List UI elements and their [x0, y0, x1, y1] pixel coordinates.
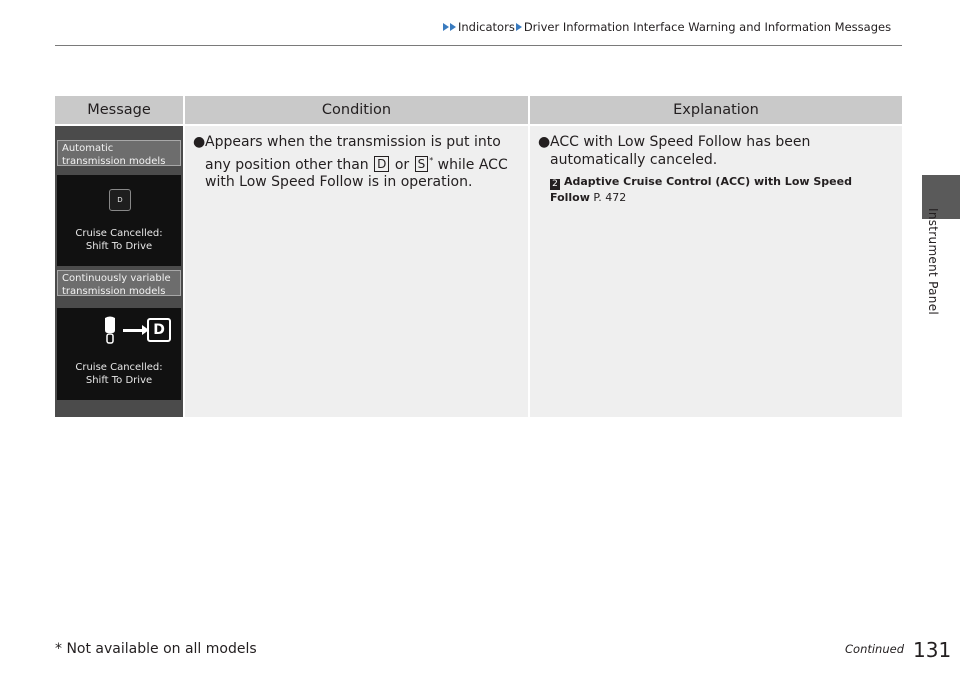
display-screen-cvt [57, 308, 181, 400]
screen-message-line: Cruise Cancelled: [75, 362, 163, 373]
column-header-condition: Condition [184, 96, 529, 125]
condition-item [191, 134, 520, 192]
breadcrumb-item-indicators[interactable]: Indicators [458, 20, 515, 34]
breadcrumb-arrow-icon [443, 23, 449, 31]
table-header-row [55, 96, 902, 125]
condition-or: or [394, 156, 410, 173]
breadcrumb-item-warning-messages[interactable]: Driver Information Interface Warning and Information Messages [523, 20, 892, 34]
column-header-explanation: Explanation [529, 96, 902, 125]
screen-message-line: Shift To Drive [85, 375, 153, 386]
breadcrumb-arrow-icon [450, 23, 456, 31]
chapter-tab-label: Instrument Panel [926, 208, 940, 316]
screen-message [57, 361, 181, 387]
message-table [55, 96, 902, 417]
gear-d-icon: D [109, 189, 131, 211]
label-cvt: Continuously variable transmission models [57, 270, 181, 296]
condition-text: Appears when the transmission is put into any position other than [205, 134, 501, 173]
reference-arrow-icon: 2 [550, 179, 560, 190]
screen-message-line: Shift To Drive [85, 241, 153, 252]
shift-lever-icon [102, 316, 118, 344]
footnote: * Not available on all models [55, 641, 257, 657]
breadcrumb [443, 20, 892, 34]
condition-cell [184, 125, 529, 417]
page-number: 131 [913, 638, 952, 662]
screen-message-line: Cruise Cancelled: [75, 228, 163, 239]
reference-title[interactable]: Adaptive Cruise Control (ACC) with Low Speed Follow [550, 175, 852, 204]
cross-reference-link[interactable] [536, 174, 894, 206]
shift-icon-row [57, 316, 181, 348]
arrow-right-icon [123, 329, 143, 332]
bullet-icon: ● [538, 134, 551, 150]
gear-d-icon: D [147, 318, 171, 342]
explanation-text: ACC with Low Speed Follow has been automatically canceled. [550, 134, 811, 168]
condition-text-end: while ACC with Low Speed Follow is in operation. [205, 156, 508, 190]
footnote-asterisk: * [429, 155, 434, 165]
column-header-message: Message [55, 96, 184, 125]
screen-message [57, 227, 181, 253]
reference-page[interactable]: P. 472 [593, 191, 627, 204]
explanation-cell [529, 125, 902, 417]
explanation-item [536, 134, 894, 169]
table-row [55, 125, 902, 417]
key-d-icon: D [374, 156, 389, 172]
continued-label: Continued [845, 642, 905, 656]
key-s-icon: S [415, 156, 429, 172]
message-cell [55, 125, 184, 417]
breadcrumb-arrow-icon [516, 23, 522, 31]
bullet-icon: ● [193, 134, 206, 150]
header-divider [55, 45, 902, 46]
label-automatic-transmission: Automatic transmission models [57, 140, 181, 166]
display-screen-automatic [57, 175, 181, 266]
